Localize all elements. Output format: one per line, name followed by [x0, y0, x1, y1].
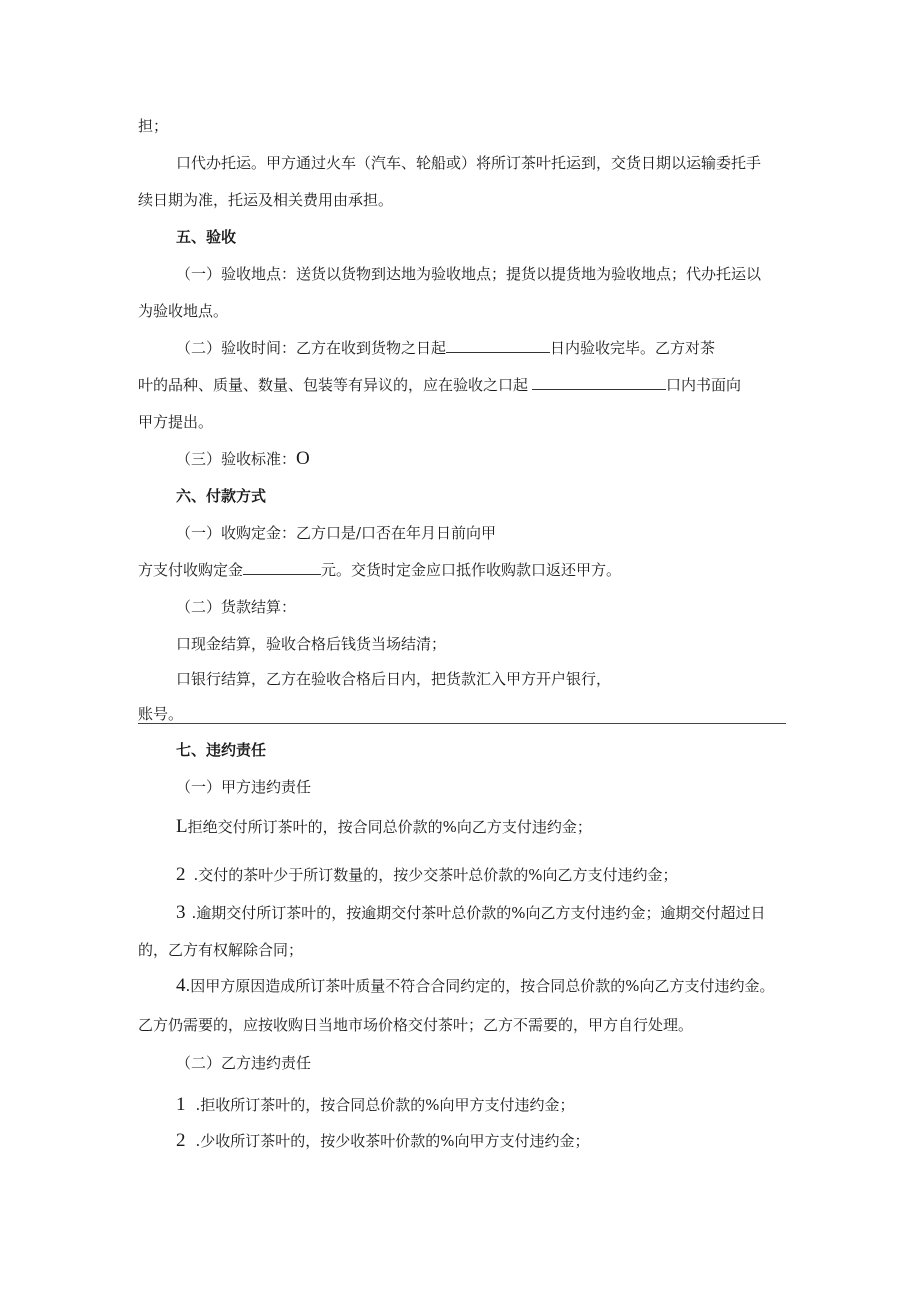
text-line: 的，乙方有权解除合同；	[138, 941, 304, 959]
item-number: 1	[176, 1094, 186, 1115]
fill-blank	[243, 560, 321, 575]
account-number-line	[138, 723, 786, 724]
text-segment: .逾期交付所订茶叶的，按逾期交付茶叶总价款的%向乙方支付违约金；逾期交付超过日	[191, 904, 766, 922]
text-segment: .交付的茶叶少于所订数量的，按少交茶叶总价款的%向乙方支付违约金；	[193, 866, 678, 884]
text-line: （二）货款结算：	[176, 598, 297, 616]
text-line	[176, 338, 715, 358]
text-line: （一）验收地点：送货以货物到达地为验收地点；提货以提货地为验收地点；代办托运以	[176, 265, 762, 283]
item-number: 4	[176, 975, 186, 996]
text-line: 为验收地点。	[138, 302, 229, 320]
text-line: 续日期为准，托运及相关费用由承担。	[138, 191, 394, 209]
text-line: 担；	[138, 117, 169, 135]
text-segment: （三）验收标准：	[176, 450, 297, 468]
text-segment: （二）验收时间：乙方在收到货物之日起	[176, 339, 447, 357]
text-line: 乙方仍需要的，应按收购日当地市场价格交付茶叶；乙方不需要的，甲方自行处理。	[138, 1016, 694, 1034]
text-line	[176, 976, 775, 996]
text-line: 口银行结算，乙方在验收合格后日内，把货款汇入甲方开户银行，	[176, 670, 612, 688]
text-line: 口现金结算，验收合格后钱货当场结清；	[176, 635, 447, 653]
section-heading-acceptance: 五、验收	[176, 228, 237, 246]
text-line	[176, 903, 766, 923]
text-line: （一）甲方违约责任	[176, 778, 312, 796]
text-line: （二）乙方违约责任	[176, 1054, 312, 1072]
text-segment: O	[296, 448, 310, 469]
text-line	[176, 817, 592, 837]
text-segment: 方支付收购定金	[138, 561, 244, 579]
text-line: （一）收购定金：乙方口是/口否在年月日前向甲	[176, 524, 497, 542]
text-line: 口代办托运。甲方通过火车（汽车、轮船或）将所订茶叶托运到，交货日期以运输委托手	[176, 154, 762, 172]
text-segment: 口内书面向	[666, 376, 742, 394]
text-segment: .拒收所订茶叶的，按合同总价款的%向甲方支付违约金；	[195, 1096, 575, 1114]
item-number: 2	[176, 1130, 186, 1151]
fill-blank	[446, 338, 550, 353]
text-segment: 日内验收完毕。乙方对茶	[550, 339, 716, 357]
text-line	[176, 1095, 575, 1115]
item-number: L	[176, 816, 188, 837]
text-segment: 拒绝交付所订茶叶的，按合同总价款的%向乙方支付违约金；	[187, 818, 592, 836]
text-segment: 元。交货时定金应口抵作收购款口返还甲方。	[321, 561, 622, 579]
item-number: 2	[176, 864, 186, 885]
text-line	[138, 560, 621, 580]
item-number: 3	[176, 902, 186, 923]
text-line	[176, 865, 678, 885]
text-segment: .少收所订茶叶的，按少收茶叶价款的%向甲方支付违约金；	[195, 1132, 590, 1150]
text-line	[176, 1131, 590, 1151]
text-segment: .因甲方原因造成所订茶叶质量不符合合同约定的，按合同总价款的%向乙方支付违约金。	[185, 977, 775, 995]
fill-blank	[532, 375, 666, 390]
section-heading-payment: 六、付款方式	[176, 487, 267, 505]
text-line	[138, 375, 741, 395]
section-heading-liability: 七、违约责任	[176, 741, 267, 759]
text-line: 甲方提出。	[138, 413, 214, 431]
text-line: 账号。	[138, 705, 184, 723]
text-line	[176, 449, 310, 469]
text-segment: 叶的品种、质量、数量、包装等有异议的，应在验收之口起	[138, 376, 529, 394]
